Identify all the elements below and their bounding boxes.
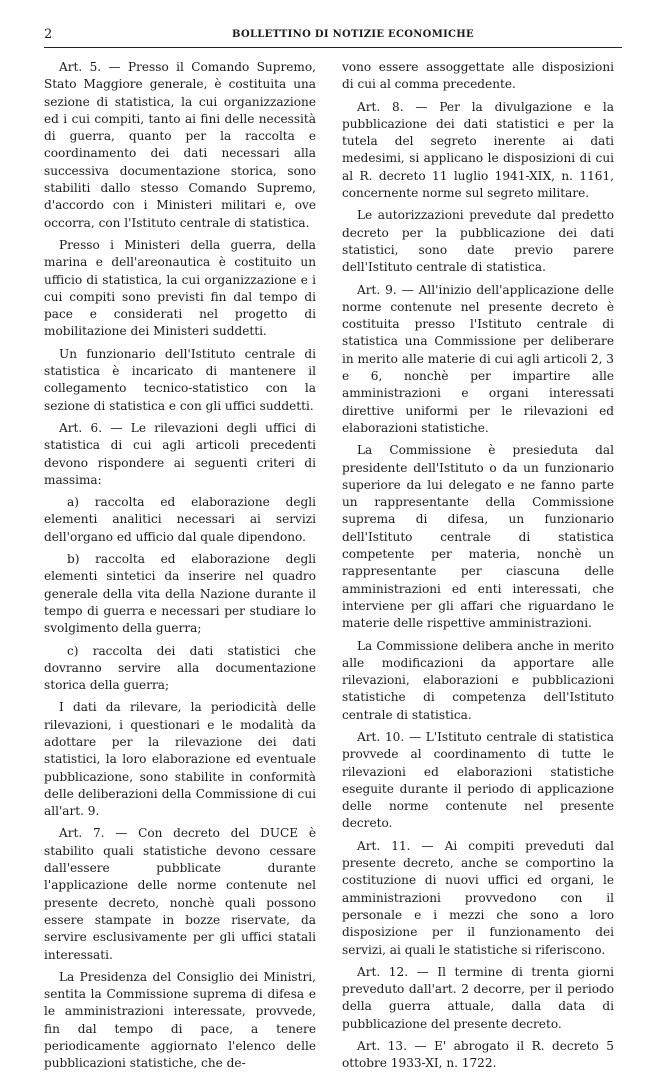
- commissione-delibera-paragraph: La Commissione delibera anche in merito alle modificazioni da apportare alle rilevazioni, elaborazioni e pubblicazioni statistiche di competenza dell'Istituto centrale di statistica.: [342, 638, 614, 722]
- continuation-paragraph: vono essere assoggettate alle disposizioni di cui al comma precedente.: [342, 60, 614, 92]
- header-rule: [44, 47, 622, 48]
- running-head: BOLLETTINO DI NOTIZIE ECONOMICHE: [232, 29, 474, 40]
- art-6-paragraph: Art. 6. — Le rilevazioni degli uffici di statistica di cui agli articoli precedenti devono rispondere ai seguenti criteri di massima:: [44, 420, 316, 487]
- art-12-paragraph: Art. 12. — Il termine di trenta giorni preveduto dall'art. 2 decorre, per il periodo della guerra attuale, dalla data di pubblicazione del presente decreto.: [342, 964, 614, 1031]
- presidenza-paragraph: La Presidenza del Consiglio dei Ministri, sentita la Commissione suprema di difesa e le amministrazioni interessate, provvede, fin dal tempo di pace, a tenere periodicamente aggiornato l'elenco delle pubblicazioni statistiche, che de-: [44, 969, 316, 1071]
- page-number: 2: [44, 27, 53, 42]
- dati-paragraph: I dati da rilevare, la periodicità delle rilevazioni, i questionari e le modalità da adottare per la rilevazione dei dati statistici, la loro elaborazione ed eventuale pubblicazione, sono stabilite in conformità delle deliberazioni della Commissione di cui all'art. 9.: [44, 700, 316, 819]
- commissione-paragraph: La Commissione è presieduta dal presidente dell'Istituto o da un funzionario superiore da lui delegato e ne fanno parte un rappresentante della Commissione suprema di difesa, un funzionario dell'Istituto centrale di statistica competente per materia, nonchè un rappresentante per ciascuna delle amministrazioni ed enti interessati, che interviene per gli affari che riguardano le materie delle rispettive amministrazioni.: [342, 443, 614, 631]
- funzionario-paragraph: Un funzionario dell'Istituto centrale di statistica è incaricato di mantenere il collegamento tecnico-statistico con la sezione di statistica e con gli uffici suddetti.: [44, 346, 316, 413]
- list-item-a: a) raccolta ed elaborazione degli elementi analitici necessari ai servizi dell'organo ed ufficio dal quale dipendono.: [44, 495, 316, 544]
- autorizzazioni-paragraph: Le autorizzazioni prevedute dal predetto decreto per la pubblicazione dei dati statistici, sono date previo parere dell'Istituto centrale di statistica.: [342, 208, 614, 275]
- right-column: [342, 59, 614, 1078]
- art-7-paragraph: Art. 7. — Con decreto del DUCE è stabilito quali statistiche devono cessare dall'essere pubblicate durante l'applicazione delle norme contenute nel presente decreto, nonchè quali possono essere stampate in bozze riservate, da servire esclusivamente per gli uffici statali interessati.: [44, 826, 316, 962]
- art-9-paragraph: Art. 9. — All'inizio dell'applicazione delle norme contenute nel presente decreto è costituita presso l'Istituto centrale di statistica una Commissione per deliberare in merito alle materie di cui agli articoli 2, 3 e 6, nonchè per impartire alle amministrazioni e organi interessati direttive uniformi per le rilevazioni ed elaborazioni statistiche.: [342, 282, 614, 435]
- ministeri-paragraph: Presso i Ministeri della guerra, della marina e dell'areonautica è costituito un ufficio di statistica, la cui organizzazione e i cui compiti sono previsti fin dal tempo di pace e considerati nel progetto di mobilitazione dei Ministeri suddetti.: [44, 237, 316, 339]
- art-10-paragraph: Art. 10. — L'Istituto centrale di statistica provvede al coordinamento di tutte le rilevazioni ed elaborazioni statistiche eseguite durante il periodo di applicazione delle norme contenute nel presente decreto.: [342, 729, 614, 831]
- list-item-c: c) raccolta dei dati statistici che dovranno servire alla documentazione storica della guerra;: [44, 643, 316, 693]
- art-11-paragraph: Art. 11. — Ai compiti preveduti dal presente decreto, anche se comportino la costituzione di nuovi uffici ed organi, le amministrazioni provvedono con il personale e i mezzi che sono a loro disposizione per il funzionamento dei servizi, ai quali le statistiche si riferiscono.: [342, 838, 614, 957]
- art-13-paragraph: Art. 13. — E' abrogato il R. decreto 5 ottobre 1933-XI, n. 1722.: [342, 1039, 614, 1071]
- art-8-paragraph: Art. 8. — Per la divulgazione e la pubblicazione dei dati statistici e per la tutela del segreto inerente ai dati medesimi, si applicano le disposizioni di cui al R. decreto 11 luglio 1941-XIX, n. 1161, concernente norme sul segreto militare.: [342, 99, 614, 201]
- left-column: [44, 59, 316, 1078]
- art-5-paragraph: Art. 5. — Presso il Comando Supremo, Stato Maggiore generale, è costituita una sezione di statistica, la cui organizzazione ed i cui compiti, tanto ai fini delle necessità di guerra, quanto per la raccolta e coordinamento dei dati necessari alla successiva documentazione storica, sono stabiliti dallo stesso Comando Supremo, d'accordo con i Ministeri militari e, ove occorra, con l'Istituto centrale di statistica.: [44, 60, 316, 230]
- list-item-b: b) raccolta ed elaborazione degli elementi sintetici da inserire nel quadro generale della vita della Nazione durante il tempo di guerra e necessari per studiare lo svolgimento della guerra;: [44, 552, 316, 636]
